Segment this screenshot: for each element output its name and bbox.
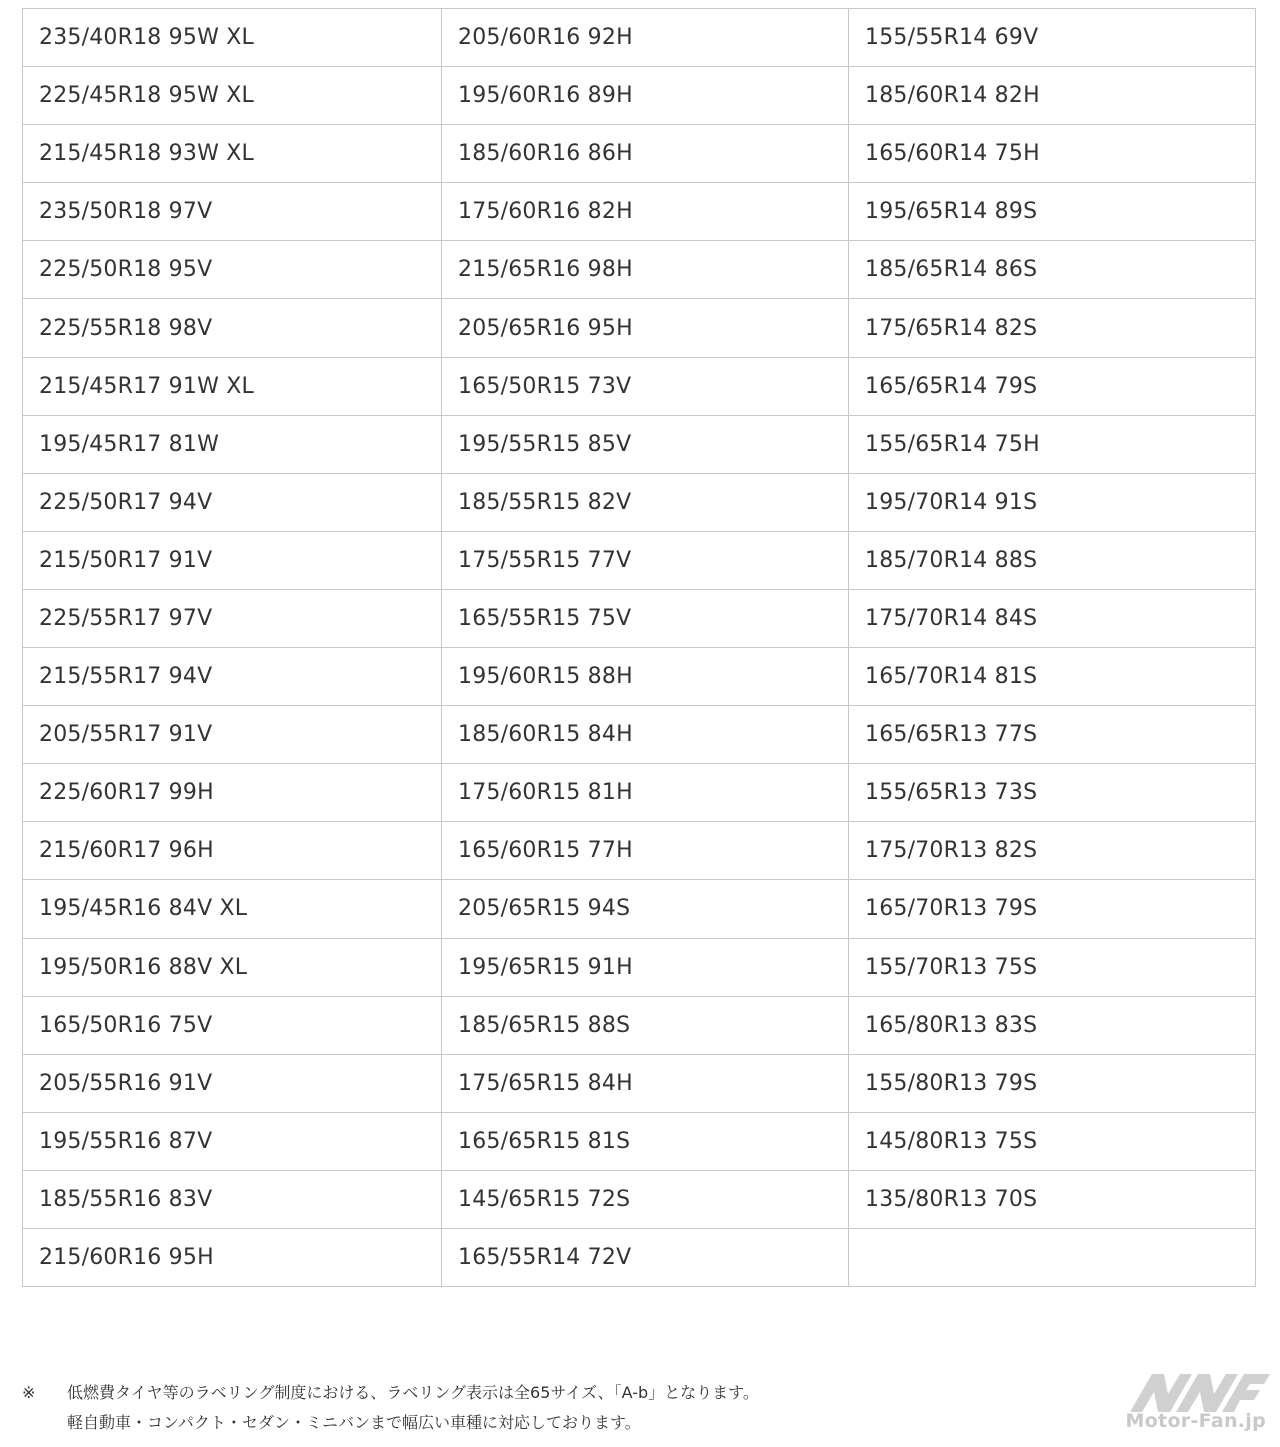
tire-size-cell: 155/65R14 75H bbox=[849, 415, 1256, 473]
tire-size-cell: 185/60R16 86H bbox=[442, 125, 849, 183]
tire-size-cell: 165/65R14 79S bbox=[849, 357, 1256, 415]
table-row bbox=[23, 589, 1256, 647]
tire-size-cell: 185/55R15 82V bbox=[442, 473, 849, 531]
tire-size-cell: 225/55R17 97V bbox=[23, 589, 442, 647]
tire-size-cell: 185/55R16 83V bbox=[23, 1170, 442, 1228]
tire-size-cell: 175/60R15 81H bbox=[442, 764, 849, 822]
table-row bbox=[23, 9, 1256, 67]
tire-size-cell: 205/65R16 95H bbox=[442, 299, 849, 357]
tire-size-cell: 185/60R15 84H bbox=[442, 706, 849, 764]
tire-size-cell: 185/65R15 88S bbox=[442, 996, 849, 1054]
tire-size-cell bbox=[849, 1228, 1256, 1286]
tire-size-cell: 155/70R13 75S bbox=[849, 938, 1256, 996]
tire-size-cell: 215/45R17 91W XL bbox=[23, 357, 442, 415]
tire-size-cell: 195/60R16 89H bbox=[442, 67, 849, 125]
table-row bbox=[23, 531, 1256, 589]
tire-size-cell: 165/55R15 75V bbox=[442, 589, 849, 647]
table-row bbox=[23, 125, 1256, 183]
tire-size-cell: 195/55R15 85V bbox=[442, 415, 849, 473]
tire-size-table-body bbox=[23, 9, 1256, 1287]
footnote bbox=[22, 1378, 759, 1438]
tire-size-cell: 165/80R13 83S bbox=[849, 996, 1256, 1054]
tire-size-cell: 165/60R15 77H bbox=[442, 822, 849, 880]
tire-size-cell: 175/55R15 77V bbox=[442, 531, 849, 589]
tire-size-cell: 235/50R18 97V bbox=[23, 183, 442, 241]
tire-size-cell: 165/60R14 75H bbox=[849, 125, 1256, 183]
tire-size-cell: 165/70R13 79S bbox=[849, 880, 1256, 938]
table-row bbox=[23, 706, 1256, 764]
tire-size-cell: 165/55R14 72V bbox=[442, 1228, 849, 1286]
tire-size-cell: 165/70R14 81S bbox=[849, 648, 1256, 706]
tire-size-cell: 215/65R16 98H bbox=[442, 241, 849, 299]
table-row bbox=[23, 67, 1256, 125]
tire-size-cell: 235/40R18 95W XL bbox=[23, 9, 442, 67]
tire-size-cell: 155/80R13 79S bbox=[849, 1054, 1256, 1112]
table-row bbox=[23, 764, 1256, 822]
tire-size-cell: 185/60R14 82H bbox=[849, 67, 1256, 125]
tire-size-cell: 175/65R15 84H bbox=[442, 1054, 849, 1112]
tire-size-cell: 175/70R13 82S bbox=[849, 822, 1256, 880]
tire-size-cell: 195/55R16 87V bbox=[23, 1112, 442, 1170]
footnote-mark: ※ bbox=[22, 1383, 36, 1402]
tire-size-cell: 205/60R16 92H bbox=[442, 9, 849, 67]
table-row bbox=[23, 880, 1256, 938]
table-row bbox=[23, 1112, 1256, 1170]
tire-size-cell: 145/80R13 75S bbox=[849, 1112, 1256, 1170]
tire-size-cell: 205/55R17 91V bbox=[23, 706, 442, 764]
tire-size-cell: 195/60R15 88H bbox=[442, 648, 849, 706]
table-row bbox=[23, 299, 1256, 357]
table-row bbox=[23, 1054, 1256, 1112]
tire-size-cell: 215/45R18 93W XL bbox=[23, 125, 442, 183]
watermark-caption: Motor-Fan.jp bbox=[1125, 1410, 1266, 1432]
table-row bbox=[23, 938, 1256, 996]
tire-size-cell: 195/70R14 91S bbox=[849, 473, 1256, 531]
tire-size-cell: 165/65R13 77S bbox=[849, 706, 1256, 764]
tire-size-cell: 215/55R17 94V bbox=[23, 648, 442, 706]
table-row bbox=[23, 996, 1256, 1054]
tire-size-cell: 165/50R15 73V bbox=[442, 357, 849, 415]
table-row bbox=[23, 1228, 1256, 1286]
tire-size-table bbox=[22, 8, 1256, 1287]
table-row bbox=[23, 415, 1256, 473]
tire-size-cell: 215/60R16 95H bbox=[23, 1228, 442, 1286]
tire-size-cell: 225/50R17 94V bbox=[23, 473, 442, 531]
footnote-line-2: 軽自動車・コンパクト・セダン・ミニバンまで幅広い車種に対応しております。 bbox=[67, 1413, 641, 1432]
tire-size-cell: 185/70R14 88S bbox=[849, 531, 1256, 589]
table-row bbox=[23, 357, 1256, 415]
tire-size-cell: 215/50R17 91V bbox=[23, 531, 442, 589]
tire-size-cell: 155/55R14 69V bbox=[849, 9, 1256, 67]
tire-size-cell: 225/60R17 99H bbox=[23, 764, 442, 822]
tire-size-cell: 215/60R17 96H bbox=[23, 822, 442, 880]
tire-size-cell: 185/65R14 86S bbox=[849, 241, 1256, 299]
tire-size-cell: 195/45R16 84V XL bbox=[23, 880, 442, 938]
tire-size-cell: 225/45R18 95W XL bbox=[23, 67, 442, 125]
tire-size-cell: 195/65R14 89S bbox=[849, 183, 1256, 241]
tire-size-cell: 155/65R13 73S bbox=[849, 764, 1256, 822]
tire-size-cell: 195/45R17 81W bbox=[23, 415, 442, 473]
tire-size-cell: 195/65R15 91H bbox=[442, 938, 849, 996]
tire-size-cell: 165/65R15 81S bbox=[442, 1112, 849, 1170]
tire-size-cell: 145/65R15 72S bbox=[442, 1170, 849, 1228]
tire-size-cell: 195/50R16 88V XL bbox=[23, 938, 442, 996]
tire-size-cell: 135/80R13 70S bbox=[849, 1170, 1256, 1228]
tire-size-cell: 205/55R16 91V bbox=[23, 1054, 442, 1112]
tire-size-cell: 175/70R14 84S bbox=[849, 589, 1256, 647]
table-row bbox=[23, 648, 1256, 706]
tire-size-cell: 225/55R18 98V bbox=[23, 299, 442, 357]
table-row bbox=[23, 183, 1256, 241]
footnote-line-1: 低燃費タイヤ等のラベリング制度における、ラベリング表示は全65サイズ、「A-b」となります。 bbox=[67, 1383, 759, 1402]
tire-size-cell: 165/50R16 75V bbox=[23, 996, 442, 1054]
table-row bbox=[23, 473, 1256, 531]
tire-size-cell: 225/50R18 95V bbox=[23, 241, 442, 299]
table-row bbox=[23, 241, 1256, 299]
tire-size-cell: 205/65R15 94S bbox=[442, 880, 849, 938]
motor-fan-logo-mark bbox=[1130, 1368, 1270, 1416]
tire-size-cell: 175/60R16 82H bbox=[442, 183, 849, 241]
table-row bbox=[23, 1170, 1256, 1228]
table-row bbox=[23, 822, 1256, 880]
tire-size-cell: 175/65R14 82S bbox=[849, 299, 1256, 357]
